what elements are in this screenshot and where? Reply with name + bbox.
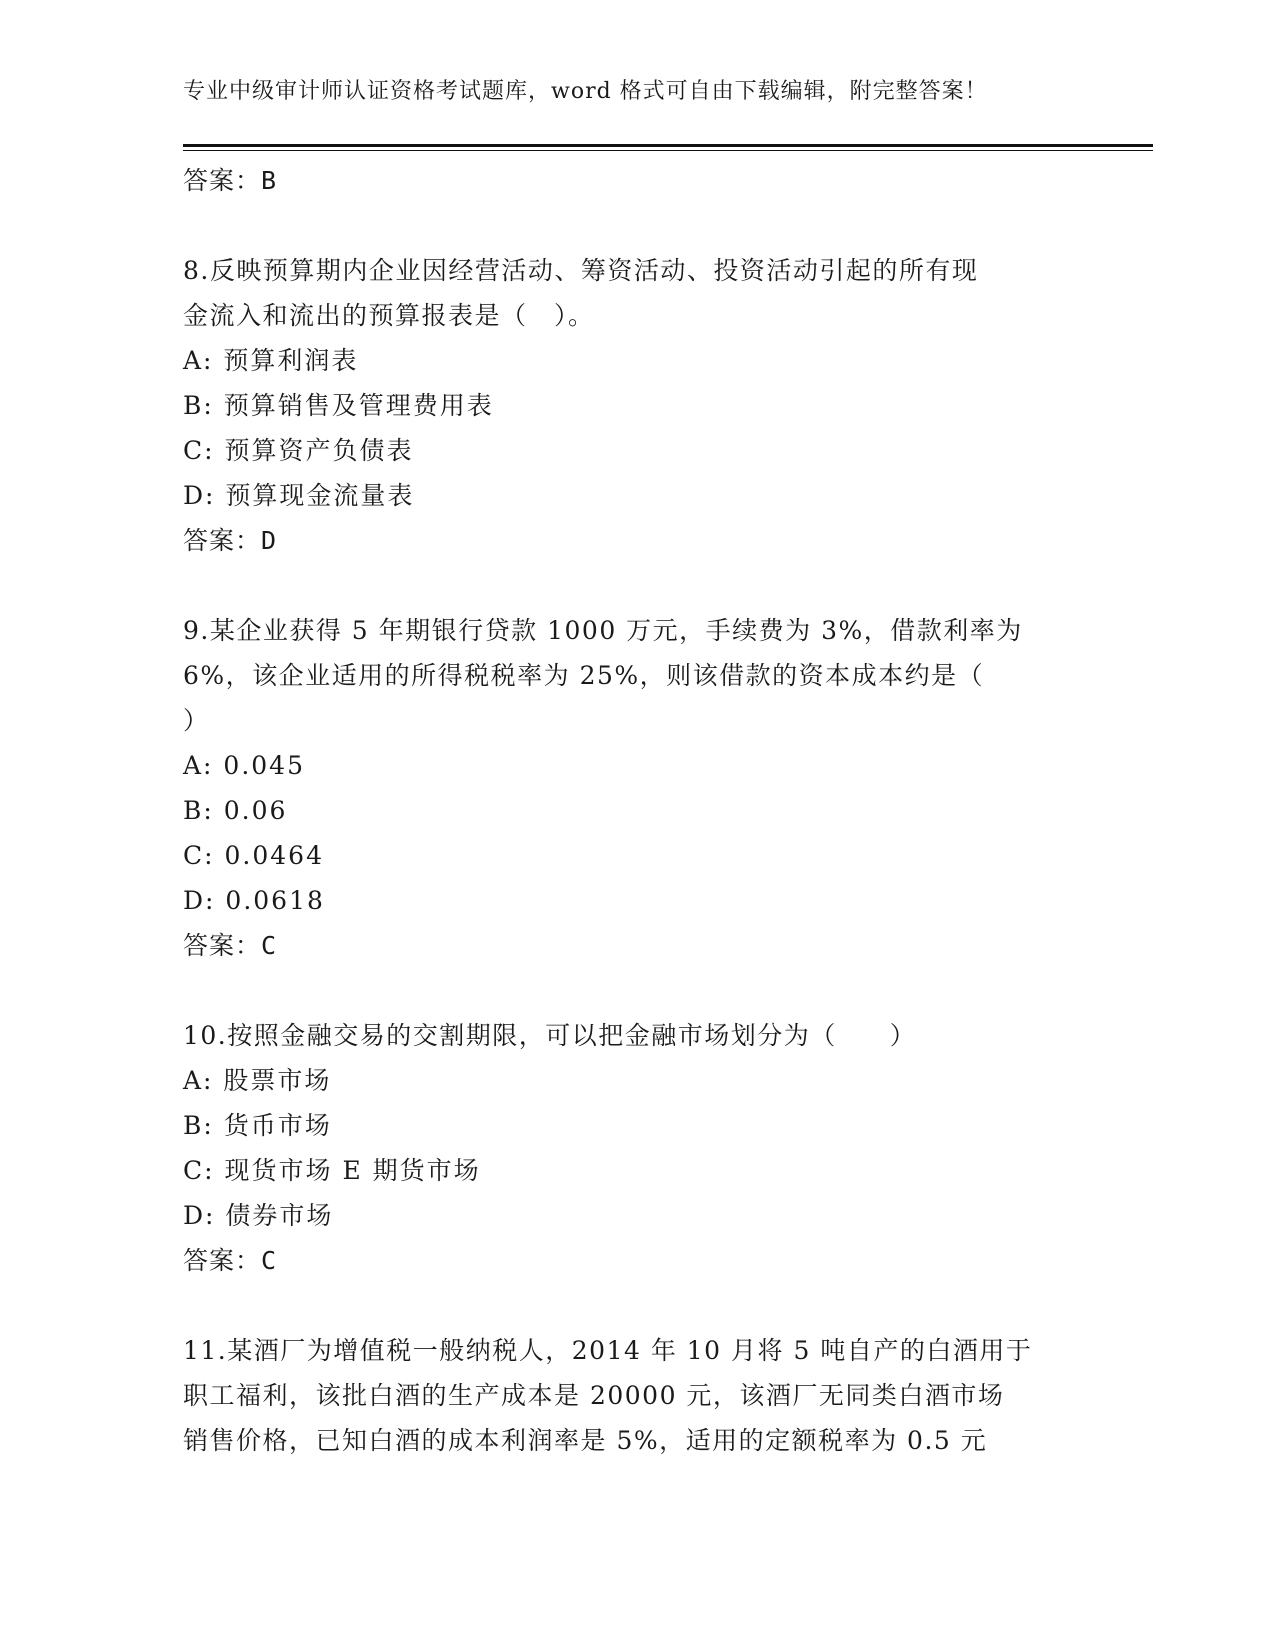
question-text-line: 11.某酒厂为增值税一般纳税人，2014 年 10 月将 5 吨自产的白酒用于: [183, 1336, 1033, 1365]
option-b: B: 货币市场: [183, 1111, 332, 1140]
option-a: A: 预算利润表: [183, 346, 359, 375]
question-block-9: [183, 608, 1083, 968]
question-list: [183, 158, 1083, 1463]
option-c: C: 预算资产负债表: [183, 436, 414, 465]
question-text-line: 销售价格，已知白酒的成本利润率是 5%，适用的定额税率为 0.5 元: [183, 1426, 988, 1455]
spacer: [183, 1283, 1083, 1328]
question-text-line: 9.某企业获得 5 年期银行贷款 1000 万元，手续费为 3%，借款利率为: [183, 616, 1023, 645]
option-d: D: 预算现金流量表: [183, 481, 415, 510]
question-text-line: 8.反映预算期内企业因经营活动、筹资活动、投资活动引起的所有现: [183, 256, 979, 285]
answer-value: C: [261, 931, 278, 960]
question-block-10: [183, 1013, 1083, 1283]
answer-value: C: [261, 1246, 278, 1275]
answer-line: [183, 158, 1083, 203]
option-c: C: 现货市场 E 期货市场: [183, 1156, 481, 1185]
question-block-8: [183, 248, 1083, 563]
answer-label: 答案：: [183, 166, 262, 195]
header-divider-thin: [183, 150, 1153, 151]
option-b: B: 预算销售及管理费用表: [183, 391, 494, 420]
answer-label: 答案：: [183, 526, 262, 555]
question-text-line: 10.按照金融交易的交割期限，可以把金融市场划分为（ ）: [183, 1021, 917, 1050]
question-text-line: 金流入和流出的预算报表是（ ）。: [183, 301, 595, 330]
spacer: [183, 968, 1083, 1013]
option-d: D: 0.0618: [183, 886, 325, 915]
option-a: A: 0.045: [183, 751, 305, 780]
answer-line: [183, 1238, 1083, 1283]
question-text-line: ）: [183, 706, 210, 735]
option-d: D: 债券市场: [183, 1201, 334, 1230]
question-text-line: 职工福利，该批白酒的生产成本是 20000 元，该酒厂无同类白酒市场: [183, 1381, 1005, 1410]
answer-line: [183, 518, 1083, 563]
question-block-11: [183, 1328, 1083, 1463]
option-a: A: 股票市场: [183, 1066, 332, 1095]
answer-value: D: [261, 526, 278, 555]
header-divider-thick: [183, 144, 1153, 147]
answer-line: [183, 923, 1083, 968]
page-header: 专业中级审计师认证资格考试题库，word 格式可自由下载编辑，附完整答案！: [183, 79, 988, 104]
answer-label: 答案：: [183, 1246, 262, 1275]
spacer: [183, 563, 1083, 608]
question-text-line: 6%，该企业适用的所得税税率为 25%，则该借款的资本成本约是（: [183, 661, 985, 690]
answer-label: 答案：: [183, 931, 262, 960]
option-b: B: 0.06: [183, 796, 288, 825]
spacer: [183, 203, 1083, 248]
option-c: C: 0.0464: [183, 841, 324, 870]
answer-value: B: [261, 166, 278, 195]
